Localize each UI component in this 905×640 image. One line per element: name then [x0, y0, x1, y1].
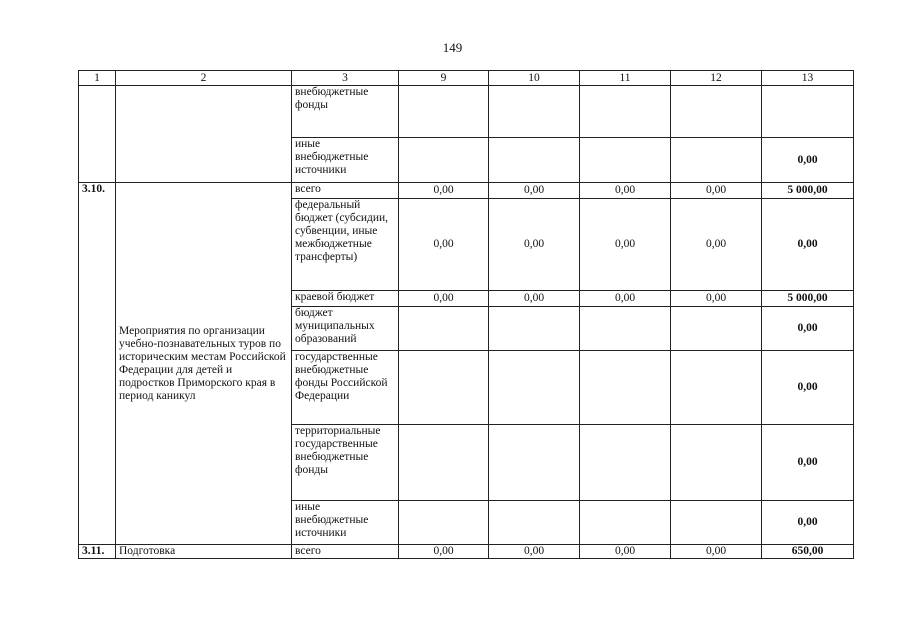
value-cell — [399, 351, 489, 425]
value-cell: 650,00 — [762, 545, 854, 559]
value-cell — [580, 425, 671, 501]
header-cell: 1 — [79, 71, 116, 86]
value-cell — [489, 501, 580, 545]
value-cell — [399, 501, 489, 545]
value-cell — [580, 351, 671, 425]
header-cell: 3 — [292, 71, 399, 86]
value-cell: 0,00 — [762, 351, 854, 425]
item-name-cell: Подготовка — [116, 545, 292, 559]
value-cell — [489, 86, 580, 138]
value-cell: 0,00 — [762, 199, 854, 291]
value-cell: 5 000,00 — [762, 183, 854, 199]
value-cell: 0,00 — [580, 199, 671, 291]
value-cell — [671, 86, 762, 138]
value-cell: 0,00 — [580, 183, 671, 199]
value-cell: 0,00 — [399, 199, 489, 291]
value-cell: 0,00 — [399, 291, 489, 307]
item-name-cell: Мероприятия по организации учебно-познавательных туров по историческим местам Российской Федерации для детей и подростков Приморского края в период каникул — [116, 183, 292, 545]
value-cell: 0,00 — [671, 545, 762, 559]
value-cell — [671, 425, 762, 501]
value-cell — [399, 307, 489, 351]
source-cell: всего — [292, 545, 399, 559]
value-cell — [489, 425, 580, 501]
value-cell: 0,00 — [489, 183, 580, 199]
value-cell: 0,00 — [762, 307, 854, 351]
table-row — [79, 183, 854, 199]
value-cell: 0,00 — [762, 501, 854, 545]
value-cell: 0,00 — [671, 199, 762, 291]
header-cell: 10 — [489, 71, 580, 86]
value-cell — [399, 138, 489, 183]
source-cell: внебюджетные фонды — [292, 86, 399, 138]
header-cell: 12 — [671, 71, 762, 86]
page-number: 149 — [442, 40, 463, 55]
value-cell: 5 000,00 — [762, 291, 854, 307]
item-number-cell — [79, 86, 116, 183]
source-cell: бюджет муниципальных образований — [292, 307, 399, 351]
source-cell: всего — [292, 183, 399, 199]
value-cell: 0,00 — [489, 199, 580, 291]
value-cell: 0,00 — [580, 545, 671, 559]
header-cell: 11 — [580, 71, 671, 86]
source-cell: территориальные государственные внебюджетные фонды — [292, 425, 399, 501]
value-cell: 0,00 — [489, 545, 580, 559]
value-cell — [580, 86, 671, 138]
value-cell: 0,00 — [399, 545, 489, 559]
value-cell: 0,00 — [399, 183, 489, 199]
value-cell — [671, 501, 762, 545]
value-cell: 0,00 — [580, 291, 671, 307]
value-cell — [762, 86, 854, 138]
header-row — [79, 71, 854, 86]
value-cell: 0,00 — [762, 425, 854, 501]
value-cell — [671, 138, 762, 183]
table-row — [79, 545, 854, 559]
value-cell — [580, 307, 671, 351]
header-cell: 13 — [762, 71, 854, 86]
value-cell: 0,00 — [762, 138, 854, 183]
source-cell: федеральный бюджет (субсидии, субвенции, иные межбюджетные трансферты) — [292, 199, 399, 291]
source-cell: иные внебюджетные источники — [292, 138, 399, 183]
value-cell — [399, 425, 489, 501]
value-cell: 0,00 — [489, 291, 580, 307]
item-number-cell: 3.10. — [79, 183, 116, 545]
value-cell — [489, 307, 580, 351]
table-row — [79, 86, 854, 138]
value-cell — [580, 138, 671, 183]
value-cell: 0,00 — [671, 291, 762, 307]
source-cell: иные внебюджетные источники — [292, 501, 399, 545]
value-cell — [489, 138, 580, 183]
source-cell: государственные внебюджетные фонды Российской Федерации — [292, 351, 399, 425]
value-cell — [671, 351, 762, 425]
header-cell: 2 — [116, 71, 292, 86]
header-cell: 9 — [399, 71, 489, 86]
item-number-cell: 3.11. — [79, 545, 116, 559]
item-name-cell — [116, 86, 292, 183]
value-cell: 0,00 — [671, 183, 762, 199]
value-cell — [489, 351, 580, 425]
budget-table — [78, 70, 854, 559]
value-cell — [580, 501, 671, 545]
value-cell — [399, 86, 489, 138]
source-cell: краевой бюджет — [292, 291, 399, 307]
value-cell — [671, 307, 762, 351]
